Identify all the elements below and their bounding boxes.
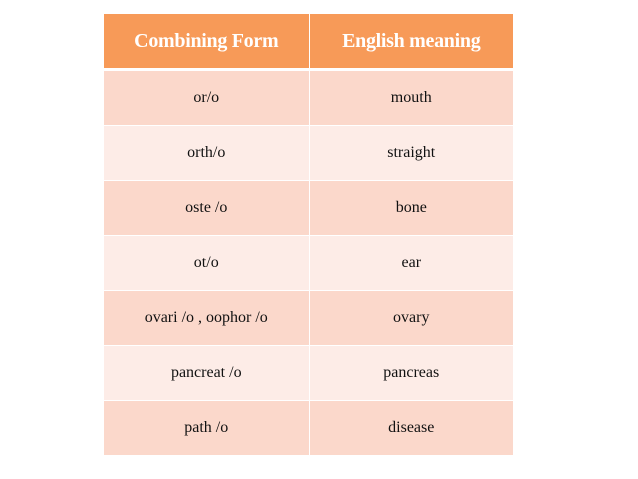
table-row (104, 236, 513, 291)
english-meaning-cell: ovary (309, 291, 513, 346)
english-meaning-cell: pancreas (309, 346, 513, 401)
english-meaning-cell: bone (309, 181, 513, 236)
english-meaning-cell: disease (309, 401, 513, 456)
english-meaning-cell: straight (309, 126, 513, 181)
combining-form-cell: or/o (104, 70, 309, 126)
header-english-meaning: English meaning (309, 14, 513, 70)
combining-form-cell: pancreat /o (104, 346, 309, 401)
table-row (104, 401, 513, 456)
table-row (104, 126, 513, 181)
combining-form-cell: oste /o (104, 181, 309, 236)
english-meaning-cell: ear (309, 236, 513, 291)
combining-form-cell: ovari /o , oophor /o (104, 291, 309, 346)
header-combining-form: Combining Form (104, 14, 309, 70)
table-row (104, 181, 513, 236)
combining-form-cell: ot/o (104, 236, 309, 291)
combining-forms-table (104, 14, 513, 455)
english-meaning-cell: mouth (309, 70, 513, 126)
table-row (104, 291, 513, 346)
combining-form-cell: orth/o (104, 126, 309, 181)
table-header-row (104, 14, 513, 70)
table-row (104, 70, 513, 126)
combining-form-cell: path /o (104, 401, 309, 456)
table-row (104, 346, 513, 401)
